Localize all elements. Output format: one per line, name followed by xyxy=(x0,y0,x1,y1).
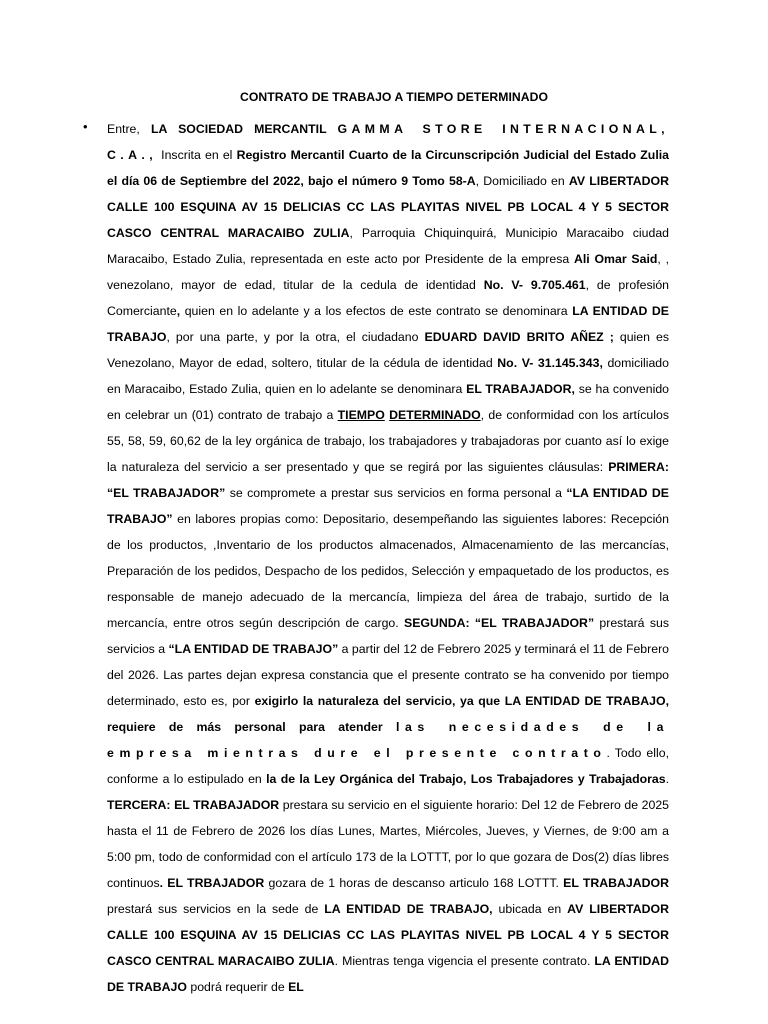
text-segment: domiciliado en Maracaibo, Estado Zulia, quien en lo adelante se denominara xyxy=(107,356,669,396)
text-segment: podrá requerir de xyxy=(186,980,289,994)
text-segment: EL TRABAJADOR, xyxy=(466,382,575,396)
text-segment: a partir del 12 de Febrero 2025 y terminará el 11 de Febrero del 2026. Las partes dejan expresa constancia que el presente contrato se ha convenido por tiempo determinado, esto es, por xyxy=(107,642,669,708)
text-segment: “LA ENTIDAD DE TRABAJO” xyxy=(168,642,339,656)
text-segment: ubicada en xyxy=(492,902,568,916)
text-segment: Entre, xyxy=(107,122,151,136)
text-segment: DETERMINADO xyxy=(389,408,481,422)
text-segment: , Domiciliado en xyxy=(475,174,569,188)
text-segment: , de profesión Comerciante xyxy=(107,278,670,318)
text-segment: No. V- 9.705.461 xyxy=(483,278,586,292)
text-segment: EDUARD DAVID BRITO AÑEZ ; xyxy=(424,330,614,344)
text-segment: EL xyxy=(288,980,304,994)
text-segment: gozara de 1 horas de descanso articulo 168 LOTTT. xyxy=(264,876,564,890)
text-segment: prestará sus servicios a xyxy=(107,616,669,656)
text-segment: , de conformidad con los artículos 55, 58, 59, 60,62 de la ley orgánica de trabajo, los trabajadores y trabajadoras por cuanto así lo exige la naturaleza del servicio a ser presentado y que se regirá por las siguientes cláusulas: xyxy=(107,408,669,474)
document-title: CONTRATO DE TRABAJO A TIEMPO DETERMINADO xyxy=(239,90,549,104)
text-segment: LA ENTIDAD DE TRABAJO xyxy=(107,304,669,344)
text-segment: prestara su servicio en el siguiente horario: Del 12 de Febrero de 2025 hasta el 11 de Febrero de 2026 los días Lunes, Martes, Miércoles, Jueves, y Viernes, de 9:00 am a 5:00 pm, todo de conformidad con el artículo 173 de la LOTTT, por lo que gozara de Dos(2) días libres continuos xyxy=(107,798,670,890)
text-segment: . Mientras tenga vigencia el presente contrato. xyxy=(334,954,595,968)
text-segment: TIEMPO xyxy=(337,408,385,422)
text-segment: . xyxy=(665,772,669,786)
text-segment: LA ENTIDAD DE TRABAJO, xyxy=(324,902,493,916)
text-segment: No. V- 31.145.343, xyxy=(497,356,603,370)
text-segment: , por una parte, y por la otra, el ciudadano xyxy=(166,330,425,344)
text-segment: Registro Mercantil Cuarto de la Circunscripción Judicial del Estado Zulia el día 06 de Septiembre del 2022, bajo el número 9 Tomo 58-A xyxy=(107,148,669,188)
text-segment: AV LIBERTADOR CALLE 100 ESQUINA AV 15 DELICIAS CC LAS PLAYITAS NIVEL PB LOCAL 4 Y 5 SECTOR CASCO CENTRAL MARACAIBO ZULIA xyxy=(107,174,669,240)
text-segment: las necesidades de la empresa mientras dure el presente contrato xyxy=(107,720,670,760)
text-segment: exigirlo la naturaleza del servicio, ya que LA ENTIDAD DE TRABAJO, requiere de más personal para atender xyxy=(107,694,669,734)
text-segment: PRIMERA: “EL TRABAJADOR” xyxy=(107,460,669,500)
text-segment: la de la Ley Orgánica del Trabajo, Los Trabajadores y Trabajadoras xyxy=(266,772,666,786)
text-segment: quien en lo adelante y a los efectos de este contrato se denominara xyxy=(180,304,573,318)
text-segment: en labores propias como: Depositario, desempeñando las siguientes labores: Recepción de los productos, ,Inventario de los productos almacenados, Almacenamiento de las mercancías, Preparación de los pedidos, Despacho de los pedidos, Selección y empaquetado de los productos, es responsable de manejo adecuado de la mercancía, limpieza del área de trabajo, surtido de la mercancía, entre otros según descripción de cargo. xyxy=(107,512,669,630)
text-segment: . EL TRBAJADOR xyxy=(159,876,265,890)
text-segment: , xyxy=(176,304,181,318)
bullet-marker: • xyxy=(83,119,88,134)
text-segment: quien es Venezolano, Mayor de edad, soltero, titular de la cédula de identidad xyxy=(107,330,669,370)
text-segment: , , venezolano, mayor de edad, titular de la cedula de identidad xyxy=(107,252,670,292)
text-segment: , Parroquia Chiquinquirá, Municipio Maracaibo ciudad Maracaibo, Estado Zulia, representada en este acto por Presidente de la empresa xyxy=(107,226,670,266)
text-segment: SEGUNDA: “EL TRABAJADOR” xyxy=(404,616,595,630)
text-segment: LA ENTIDAD DE TRABAJO xyxy=(107,954,669,994)
contract-body-paragraph xyxy=(107,116,669,1000)
text-segment: Ali Omar Said xyxy=(573,252,658,266)
text-segment: LA SOCIEDAD MERCANTIL xyxy=(150,122,338,136)
text-segment: se ha convenido en celebrar un (01) contrato de trabajo a xyxy=(107,382,669,422)
text-segment: Inscrita en el xyxy=(157,148,237,162)
text-segment: “LA ENTIDAD DE TRABAJO” xyxy=(107,486,669,526)
text-segment: TERCERA: EL TRABAJADOR xyxy=(107,798,280,812)
text-segment: GAMMA STORE INTERNACIONAL, C.A., xyxy=(107,122,669,162)
text-segment: AV LIBERTADOR CALLE 100 ESQUINA AV 15 DELICIAS CC LAS PLAYITAS NIVEL PB LOCAL 4 Y 5 SECTOR CASCO CENTRAL MARACAIBO ZULIA xyxy=(107,902,669,968)
text-segment: . Todo ello, conforme a lo estipulado en xyxy=(107,746,669,786)
text-segment: prestará sus servicios en la sede de xyxy=(107,902,325,916)
text-segment: EL TRABAJADOR xyxy=(563,876,669,890)
text-segment: se compromete a prestar sus servicios en forma personal a xyxy=(225,486,567,500)
